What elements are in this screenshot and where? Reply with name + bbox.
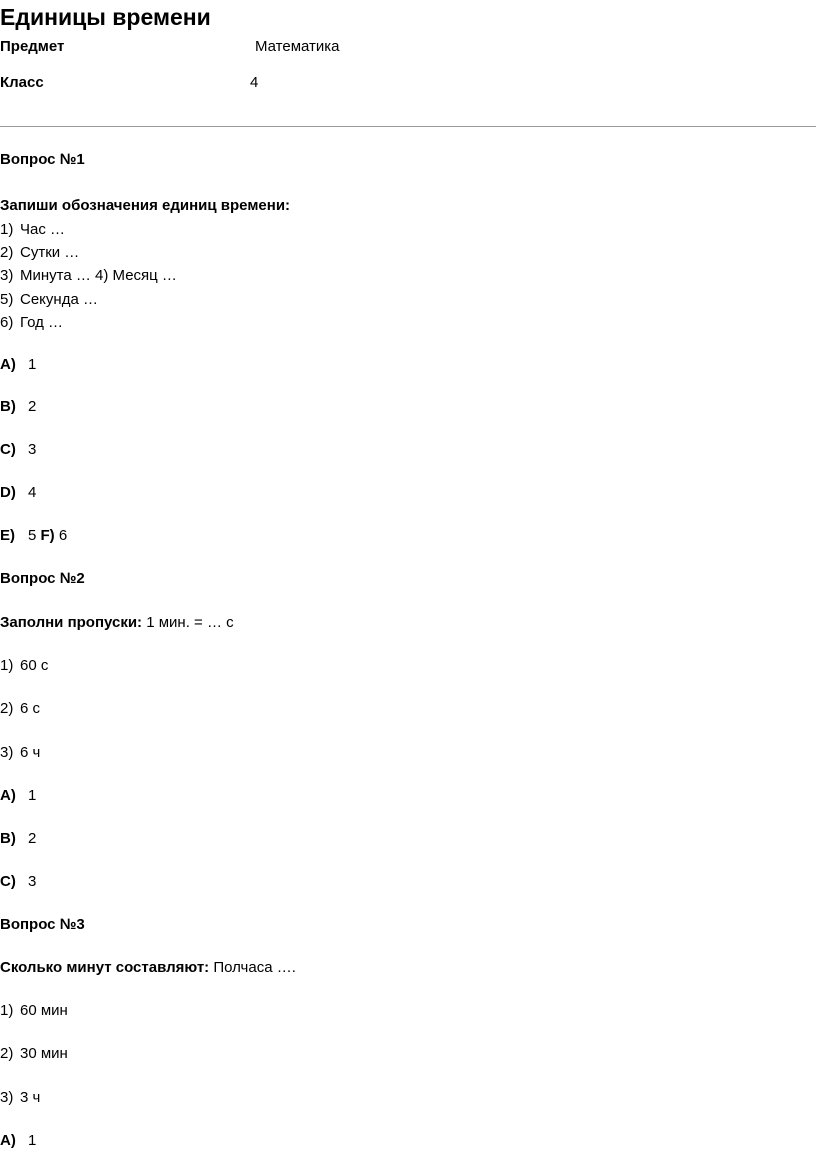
q3-item [0,1001,68,1021]
item-number: 2) [0,1045,14,1062]
option-value: 5 [28,527,37,544]
item-number: 5) [0,291,14,308]
q3-option-a[interactable] [0,1131,36,1151]
option-value: 4 [28,484,37,501]
option-value: 2 [28,830,37,847]
prompt-bold: Заполни пропуски: [0,614,143,631]
item-text: Сутки … [20,244,80,261]
item-text: Минута … 4) Месяц … [20,267,177,284]
option-value: 1 [28,1132,37,1149]
option-value: 1 [28,787,37,804]
option-value: 3 [28,441,37,458]
option-letter: E) [0,527,15,544]
item-number: 1) [0,1002,14,1019]
item-text: 30 мин [20,1045,68,1062]
item-number: 3) [0,744,14,761]
q1-item [0,243,79,263]
page-title: Единицы времени [0,4,211,30]
q1-option-e[interactable] [0,526,67,546]
item-text: 6 ч [20,744,41,761]
q1-item [0,313,63,333]
option-letter: A) [0,787,16,804]
option-value: 1 [28,356,37,373]
class-label: Класс [0,74,44,91]
q1-option-a[interactable] [0,355,36,375]
q1-option-d[interactable] [0,483,36,503]
item-number: 2) [0,244,14,261]
prompt-rest: Полчаса …. [209,959,296,976]
q3-item [0,1044,68,1064]
q1-option-b[interactable] [0,397,36,417]
option-letter: C) [0,441,16,458]
item-text: Час … [20,221,66,238]
class-value: 4 [250,74,259,91]
q2-option-a[interactable] [0,786,36,806]
q1-item [0,266,177,286]
item-text: Год … [20,314,64,331]
header-divider [0,126,816,127]
subject-label: Предмет [0,38,65,55]
q1-item [0,290,98,310]
item-number: 6) [0,314,14,331]
q3-prompt [0,958,296,978]
subject-value: Математика [255,38,340,55]
q2-option-c[interactable] [0,872,36,892]
option-letter: B) [0,830,16,847]
item-number: 2) [0,700,14,717]
q1-option-c[interactable] [0,440,36,460]
option-value: 3 [28,873,37,890]
item-text: 3 ч [20,1089,41,1106]
item-number: 1) [0,221,14,238]
item-text: 60 мин [20,1002,68,1019]
option-letter: D) [0,484,16,501]
q2-option-b[interactable] [0,829,36,849]
q2-item [0,743,40,763]
option-letter: A) [0,1132,16,1149]
option-value: 2 [28,398,37,415]
option-letter-f: F) [40,527,55,544]
q3-item [0,1088,40,1108]
item-text: 6 с [20,700,41,717]
item-text: Секунда … [20,291,98,308]
q2-prompt [0,613,234,633]
option-letter: C) [0,873,16,890]
item-number: 3) [0,267,14,284]
option-letter: A) [0,356,16,373]
q1-item [0,220,65,240]
q1-heading: Вопрос №1 [0,151,85,168]
item-text: 60 с [20,657,49,674]
option-letter: B) [0,398,16,415]
q2-item [0,699,40,719]
item-number: 3) [0,1089,14,1106]
q3-heading: Вопрос №3 [0,916,85,933]
prompt-rest: 1 мин. = … с [142,614,234,631]
item-number: 1) [0,657,14,674]
q1-prompt: Запиши обозначения единиц времени: [0,197,291,214]
q2-item [0,656,48,676]
option-value-f: 6 [58,527,68,544]
q2-heading: Вопрос №2 [0,570,85,587]
prompt-bold: Сколько минут составляют: [0,959,210,976]
